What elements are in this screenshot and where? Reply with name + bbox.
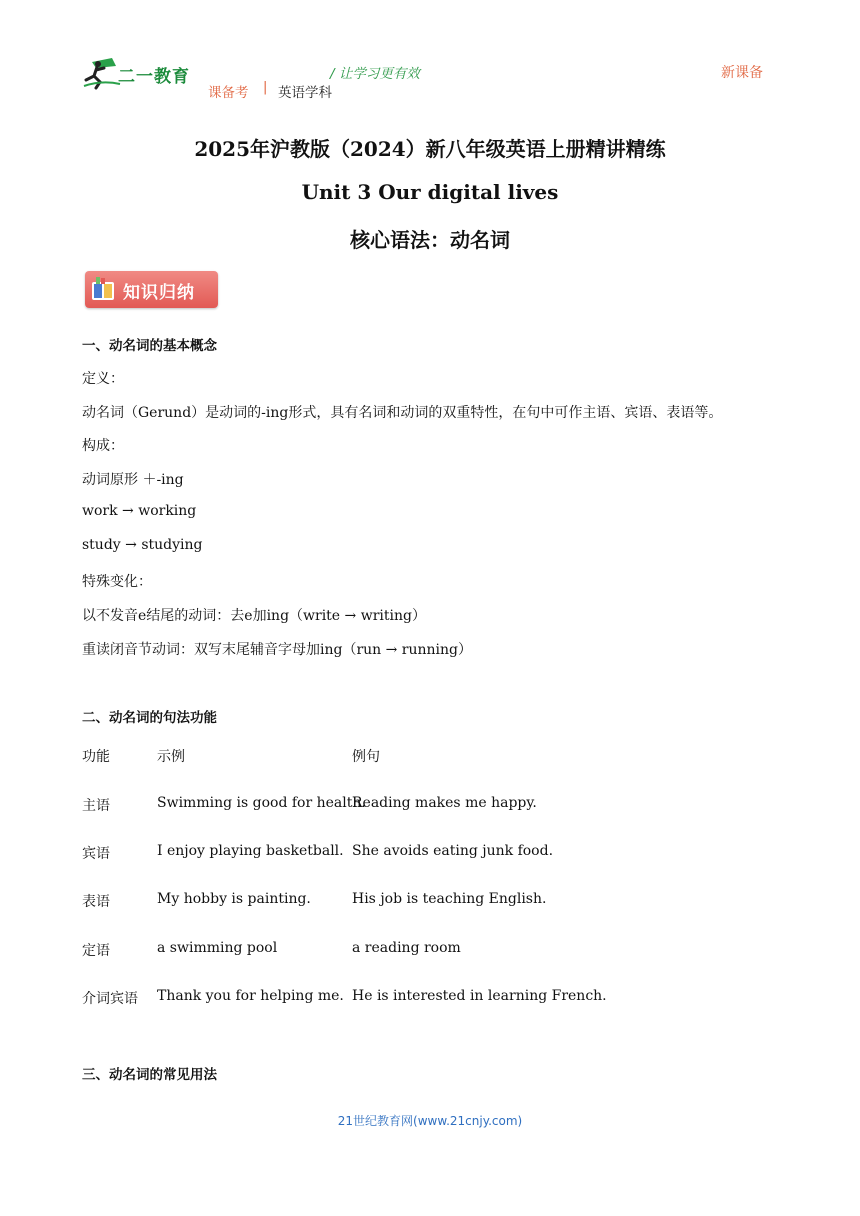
body-line: 构成： xyxy=(82,438,124,454)
body-line: 动名词（Gerund）是动词的-ing形式，具有名词和动词的双重特性，在句中可作主语、宾语、表语等。 xyxy=(82,405,723,421)
table-cell: 介词宾语 xyxy=(82,991,138,1007)
table-cell: I enjoy playing basketball. xyxy=(157,843,344,859)
table-cell: Swimming is good for health. xyxy=(157,795,366,811)
footer-link[interactable]: 21世纪教育网(www.21cnjy.com) xyxy=(337,1114,523,1128)
table-cell: a swimming pool xyxy=(157,940,278,956)
table-cell: 定语 xyxy=(82,943,110,959)
header-tag-right: 新课备 xyxy=(721,65,763,81)
table-header-cell: 例句 xyxy=(352,749,380,765)
badge-label: 知识归纳 xyxy=(123,283,195,303)
runner-logo-icon xyxy=(82,56,122,90)
section-heading-1: 一、动名词的基本概念 xyxy=(82,338,217,354)
body-line: 重读闭音节动词：双写末尾辅音字母加ing（run → running） xyxy=(82,642,473,658)
header-separator: | xyxy=(263,80,268,95)
table-cell: His job is teaching English. xyxy=(352,891,547,907)
body-line: work → working xyxy=(82,503,197,519)
table-header-cell: 示例 xyxy=(157,749,185,765)
body-line: 特殊变化： xyxy=(82,574,152,590)
table-header-cell: 功能 xyxy=(82,749,110,765)
header-tag-left: 课备考 xyxy=(208,85,249,101)
document-title: 2025年沪教版（2024）新八年级英语上册精讲精练 xyxy=(194,137,666,161)
table-cell: He is interested in learning French. xyxy=(352,988,607,1004)
header-subject: 英语学科 xyxy=(278,85,332,101)
body-line: 定义： xyxy=(82,371,124,387)
table-cell: a reading room xyxy=(352,940,461,956)
section-heading-3: 三、动名词的常见用法 xyxy=(82,1067,217,1083)
body-line: 动词原形 ＋-ing xyxy=(82,472,184,488)
unit-title: Unit 3 Our digital lives xyxy=(301,180,559,204)
knowledge-badge xyxy=(85,271,218,308)
body-line: study → studying xyxy=(82,537,203,553)
table-cell: My hobby is painting. xyxy=(157,891,311,907)
topic-title: 核心语法：动名词 xyxy=(350,228,510,252)
table-cell: 表语 xyxy=(82,894,110,910)
table-cell: 主语 xyxy=(82,798,110,814)
logo-text: 二一教育 xyxy=(118,67,190,87)
section-heading-2: 二、动名词的句法功能 xyxy=(82,710,217,726)
table-cell: Reading makes me happy. xyxy=(352,795,537,811)
slogan: / 让学习更有效 xyxy=(330,66,420,82)
book-icon xyxy=(91,276,115,302)
table-cell: 宾语 xyxy=(82,846,110,862)
table-cell: Thank you for helping me. xyxy=(157,988,344,1004)
table-cell: She avoids eating junk food. xyxy=(352,843,554,859)
body-line: 以不发音e结尾的动词：去e加ing（write → writing） xyxy=(82,608,426,624)
